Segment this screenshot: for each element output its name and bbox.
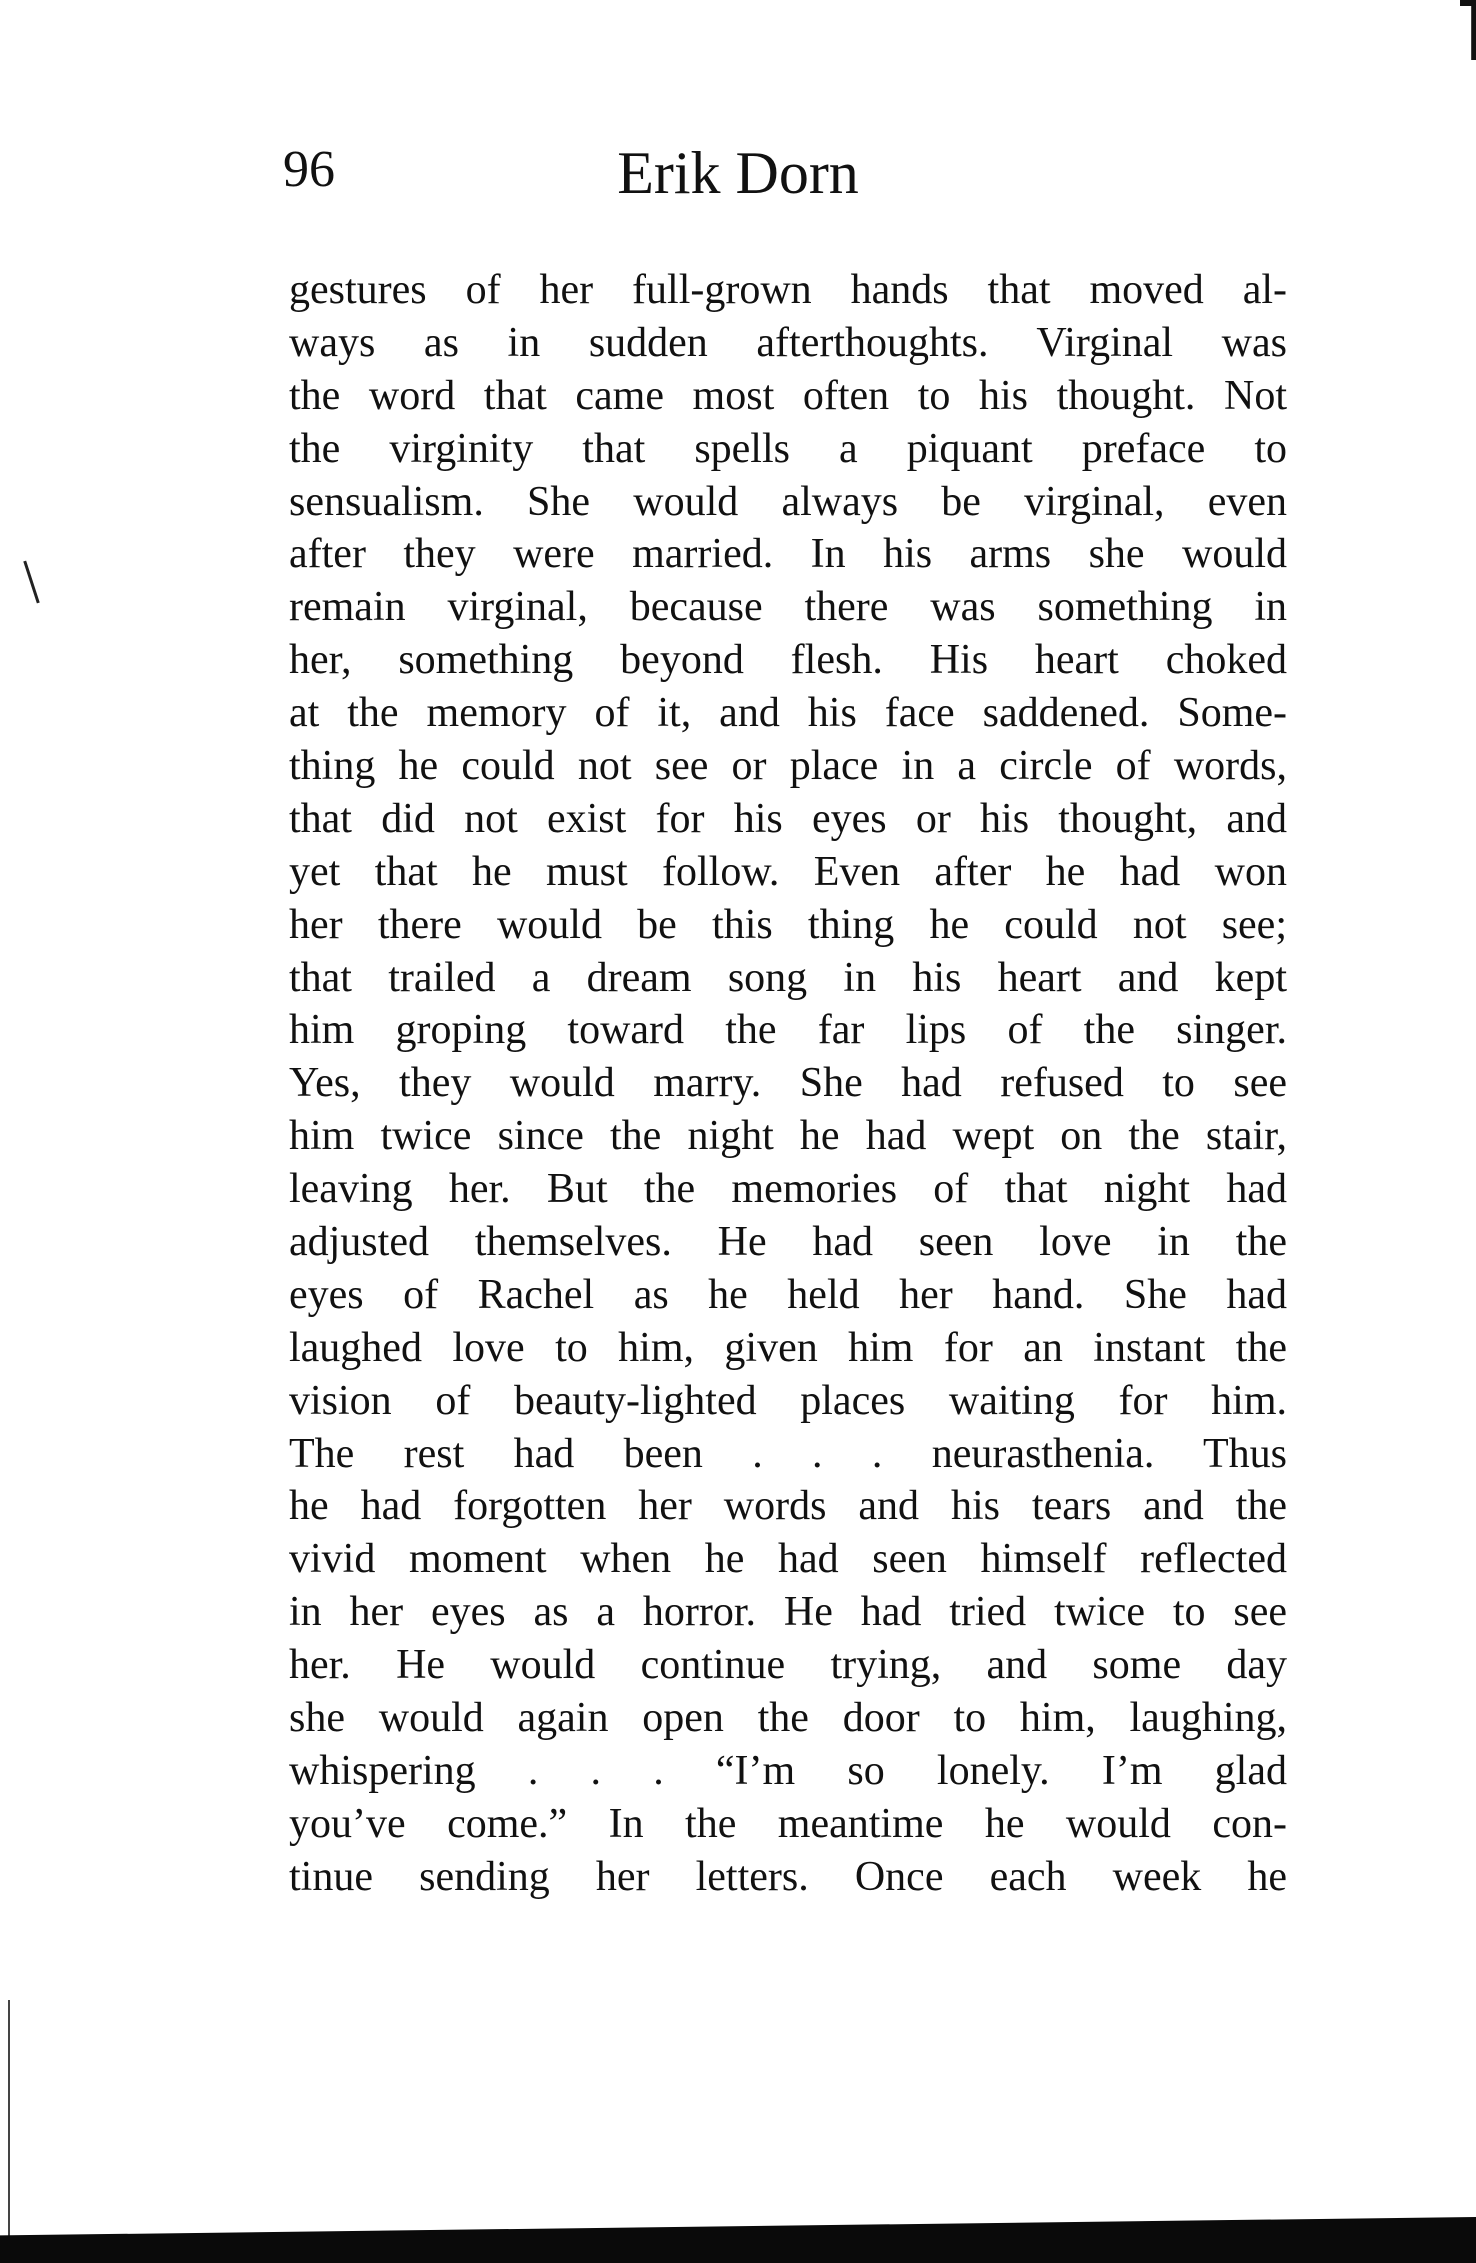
text-line: adjusted themselves. He had seen love in the xyxy=(289,1219,1287,1266)
text-line: she would again open the door to him, laughing, xyxy=(289,1695,1287,1742)
scan-bottom-shadow xyxy=(0,2217,1476,2263)
text-line: laughed love to him, given him for an instant the xyxy=(289,1324,1287,1371)
scan-crop-mark xyxy=(1460,0,1476,60)
text-line: Yes, they would marry. She had refused to see xyxy=(289,1060,1287,1107)
text-line: that did not exist for his eyes or his thought, and xyxy=(289,795,1287,842)
text-line: he had forgotten her words and his tears and the xyxy=(289,1483,1287,1530)
text-line: her. He would continue trying, and some day xyxy=(289,1642,1287,1689)
text-line: the word that came most often to his thought. Not xyxy=(289,372,1287,419)
page-number: 96 xyxy=(283,141,335,198)
text-line: ways as in sudden afterthoughts. Virginal was xyxy=(289,319,1287,366)
text-line: him twice since the night he had wept on the stair, xyxy=(289,1113,1287,1160)
text-line: tinue sending her letters. Once each week he xyxy=(289,1853,1287,1900)
text-line: gestures of her full-grown hands that moved al- xyxy=(289,267,1287,313)
text-line: eyes of Rachel as he held her hand. She had xyxy=(289,1271,1287,1318)
text-line: vision of beauty-lighted places waiting for him. xyxy=(289,1377,1287,1424)
running-title: Erik Dorn xyxy=(617,140,859,206)
text-line: him groping toward the far lips of the singer. xyxy=(289,1007,1287,1054)
scan-stray-mark xyxy=(23,561,39,604)
text-line: that trailed a dream song in his heart and kept xyxy=(289,954,1287,1001)
text-line: thing he could not see or place in a circle of words, xyxy=(289,743,1287,790)
scan-edge-line xyxy=(8,2000,10,2240)
text-line: after they were married. In his arms she would xyxy=(289,531,1287,578)
text-line: her, something beyond flesh. His heart choked xyxy=(289,637,1287,684)
text-line: whispering . . . “I’m so lonely. I’m glad xyxy=(289,1747,1287,1794)
text-line: vivid moment when he had seen himself reflected xyxy=(289,1536,1287,1583)
text-line: yet that he must follow. Even after he had won xyxy=(289,848,1287,895)
text-line: at the memory of it, and his face saddened. Some- xyxy=(289,690,1287,737)
text-line: you’ve come.” In the meantime he would con- xyxy=(289,1800,1287,1847)
text-line: The rest had been . . . neurasthenia. Thus xyxy=(289,1430,1287,1477)
text-line: in her eyes as a horror. He had tried twice to see xyxy=(289,1589,1287,1636)
text-line: her there would be this thing he could not see; xyxy=(289,901,1287,948)
body-text xyxy=(289,264,1287,1904)
text-line: sensualism. She would always be virginal, even xyxy=(289,478,1287,525)
text-line: the virginity that spells a piquant preface to xyxy=(289,425,1287,472)
text-line: remain virginal, because there was something in xyxy=(289,584,1287,631)
text-line: leaving her. But the memories of that night had xyxy=(289,1166,1287,1213)
